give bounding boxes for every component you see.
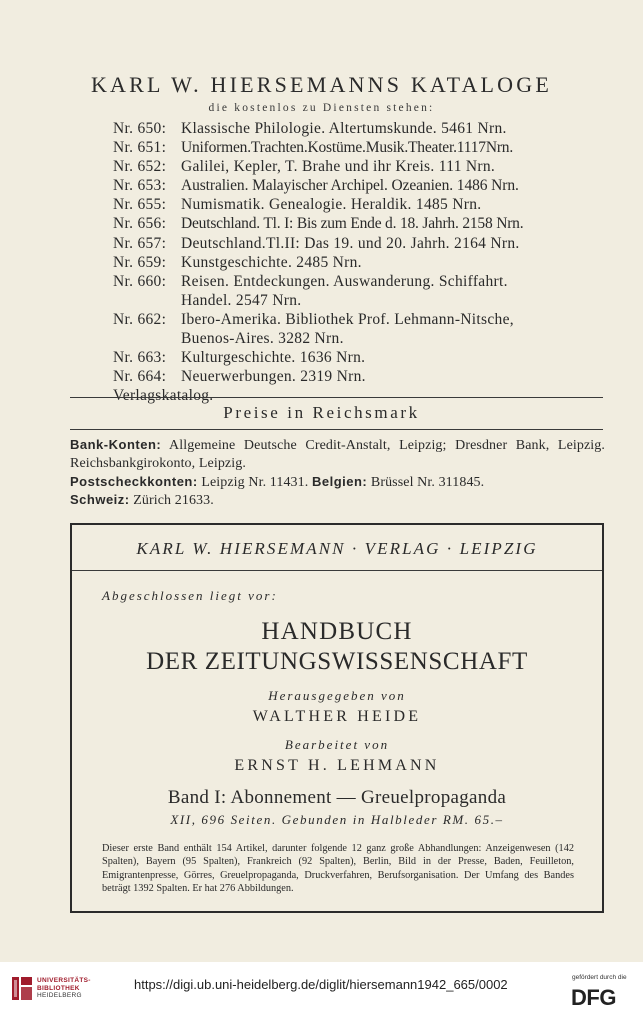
book-title-line2: DER ZEITUNGSWISSENSCHAFT	[146, 648, 528, 675]
book-title-line1: HANDBUCH	[261, 618, 413, 645]
catalog-number: Nr. 664:	[113, 368, 167, 386]
list-item	[113, 176, 613, 195]
editor-label: Herausgegeben von	[268, 688, 406, 703]
catalog-entry: Australien. Malayischer Archipel. Ozeanien. 1486 Nrn.	[181, 177, 519, 195]
prices-heading: Preise in Reichsmark	[223, 403, 420, 422]
postcheck-label: Postscheckkonten:	[70, 473, 198, 489]
catalog-entry: Uniformen.Trachten.Kostüme.Musik.Theater.1117Nrn.	[181, 139, 514, 157]
list-item	[113, 367, 613, 386]
dfg-logo[interactable]: DFG	[571, 985, 616, 1010]
switzerland-text: Zürich 21633.	[133, 493, 214, 509]
catalog-entry: Deutschland.Tl.II: Das 19. und 20. Jahrh. 2164 Nrn.	[181, 234, 520, 252]
volume-info: XII, 696 Seiten. Gebunden in Halbleder RM. 65.–	[170, 812, 504, 827]
catalog-entry: Kunstgeschichte. 2485 Nrn.	[181, 253, 362, 271]
catalog-entry: Galilei, Kepler, T. Brahe und ihr Kreis. 111 Nrn.	[181, 158, 496, 176]
catalog-number: Nr. 650:	[113, 120, 167, 137]
catalog-title: KARL W. HIERSEMANNS KATALOGE	[90, 72, 553, 97]
divider	[70, 397, 603, 398]
verlag-catalog: Verlagskatalog.	[113, 387, 214, 405]
catalog-list	[113, 119, 613, 405]
list-item	[113, 253, 613, 272]
bank-details	[70, 436, 605, 510]
catalog-number: Nr. 655:	[113, 196, 167, 214]
catalog-entry-continued: Handel. 2547 Nrn.	[181, 291, 302, 309]
list-item	[113, 234, 613, 253]
library-line2: BIBLIOTHEK	[37, 984, 80, 992]
list-item	[113, 272, 613, 310]
library-line1: UNIVERSITÄTS-	[37, 977, 91, 984]
reviser-label: Bearbeitet von	[284, 737, 390, 752]
publisher-header: KARL W. HIERSEMANN · VERLAG · LEIPZIG	[136, 539, 538, 558]
viewer-footer	[0, 962, 643, 1014]
catalog-entry: Numismatik. Genealogie. Heraldik. 1485 Nrn.	[181, 196, 482, 214]
list-item	[113, 214, 613, 233]
catalog-number: Nr. 659:	[113, 253, 167, 271]
reviser-name: ERNST H. LEHMANN	[234, 757, 440, 774]
page-url-link[interactable]: https://digi.ub.uni-heidelberg.de/diglit/hiersemann1942_665/0002	[134, 977, 508, 992]
switzerland-label: Schweiz:	[70, 492, 130, 508]
bank-text: Allgemeine Deutsche Credit-Anstalt, Leipzig; Dresdner Bank, Leipzig. Reichsbankgirokonto, Leipzig.	[70, 438, 605, 471]
list-item	[113, 195, 613, 214]
library-logo-icon	[10, 975, 34, 1002]
ad-intro: Abgeschlossen liegt vor:	[102, 588, 278, 603]
list-item	[113, 157, 613, 176]
list-item	[113, 119, 613, 138]
list-item	[113, 310, 613, 348]
catalog-entry: Reisen. Entdeckungen. Auswanderung. Schiffahrt.	[181, 272, 508, 290]
postcheck-text: Leipzig Nr. 11431.	[201, 474, 309, 490]
volume-description: Dieser erste Band enthält 154 Artikel, darunter folgende 12 ganz große Abhandlungen: Anzeigenwesen (142 Spalten), Bayern (95 Spalten), Frankreich (92 Spalten), Berlin, Bild in der Presse, Baden, Feuilleton, Emigrantenpresse, Görres, Greuelpropaganda, Druckverfahren, Berufsorganisation. Der Umfang des Bandes beträgt 1392 Spalten. Er hat 276 Abbildungen.	[102, 843, 574, 895]
editor-name: WALTHER HEIDE	[252, 708, 422, 725]
catalog-entry: Deutschland. Tl. I: Bis zum Ende d. 18. Jahrh. 2158 Nrn.	[181, 215, 524, 233]
divider	[72, 570, 602, 571]
list-item	[113, 348, 613, 367]
catalog-entry: Klassische Philologie. Altertumskunde. 5461 Nrn.	[181, 120, 507, 137]
catalog-number: Nr. 660:	[113, 272, 167, 290]
belgium-label: Belgien:	[311, 473, 368, 489]
catalog-number: Nr. 653:	[113, 177, 167, 195]
catalog-number: Nr. 657:	[113, 234, 167, 252]
catalog-number: Nr. 662:	[113, 310, 167, 328]
bank-label: Bank-Konten:	[70, 437, 162, 452]
library-name[interactable]	[37, 977, 91, 1000]
catalog-number: Nr. 652:	[113, 158, 167, 176]
catalog-number: Nr. 663:	[113, 349, 167, 367]
list-item	[113, 138, 613, 157]
catalog-entry: Ibero-Amerika. Bibliothek Prof. Lehmann-Nitsche,	[181, 310, 514, 328]
volume-title: Band I: Abonnement — Greuelpropaganda	[167, 787, 507, 808]
funding-caption: gefördert durch die	[572, 974, 627, 981]
library-line3: HEIDELBERG	[37, 992, 82, 999]
belgium-text: Brüssel Nr. 311845.	[370, 474, 485, 490]
catalog-entry: Neuerwerbungen. 2319 Nrn.	[181, 368, 366, 386]
catalog-subtitle: die kostenlos zu Diensten stehen:	[208, 102, 435, 114]
divider	[70, 429, 603, 430]
catalog-number: Nr. 656:	[113, 215, 167, 233]
catalog-entry: Kulturgeschichte. 1636 Nrn.	[181, 349, 366, 367]
advertisement-box	[70, 523, 604, 913]
catalog-entry-continued: Buenos-Aires. 3282 Nrn.	[181, 330, 344, 348]
catalog-number: Nr. 651:	[113, 139, 167, 157]
